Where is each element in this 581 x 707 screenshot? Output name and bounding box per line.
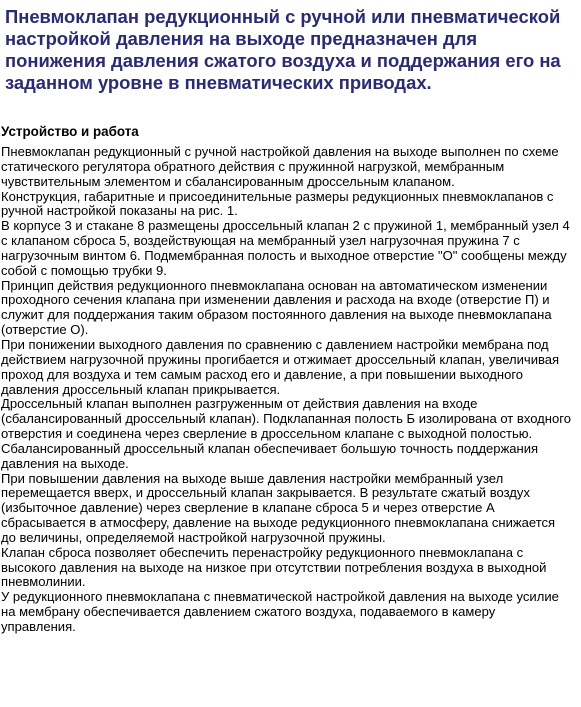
- document-page: [5, 6, 575, 94]
- section-title: Устройство и работа: [1, 124, 139, 139]
- paragraph: При понижении выходного давления по сравнению с давлением настройки мембрана под действием нагрузочной пружины прогибается и отжимает дроссельный клапан, увеличивая проход для воздуха и тем самым расход его и давление, а при повышении выходного давления дроссельный клапан прикрывается.: [1, 336, 560, 397]
- paragraph: Клапан сброса позволяет обеспечить перенастройку редукционного пневмоклапана с высокого давления на выходе на низкое при отсутствии потребления воздуха в выходной пневмолинии.: [1, 544, 547, 590]
- paragraph: Пневмоклапан редукционный с ручной настройкой давления на выходе выполнен по схеме статического регулятора обратного действия с пружинной нагрузкой, мембранным чувствительным элементом и сбалансированным дроссельным клапаном.: [1, 144, 559, 189]
- body-text: [1, 145, 573, 635]
- paragraph: Дроссельный клапан выполнен разгруженным от действия давления на входе (сбалансированный дроссельный клапан). Подклапанная полость Б изолирована от входного отверстия и соединена через сверление в дроссельном клапане с выходной полостью. Сбалансированный дроссельный клапан обеспечивает большую точность поддержания давления на выходе.: [1, 396, 571, 471]
- paragraph: В корпусе 3 и стакане 8 размещены дроссельный клапан 2 с пружиной 1, мембранный узел 4 с клапаном сброса 5, воздействующая на мембранный узел нагрузочная пружина 7 с нагрузочным винтом 6. Подмембранная полость и выходное отверстие "О" сообщены между собой с помощью трубки 9.: [1, 218, 570, 278]
- paragraph: Конструкция, габаритные и присоединительные размеры редукционных пневмоклапанов с ручной настройкой показаны на рис. 1.: [1, 188, 554, 219]
- page-heading: Пневмоклапан редукционный с ручной или пневматической настройкой давления на выходе предназначен для понижения давления сжатого воздуха и поддержания его на заданном уровне в пневматических приводах.: [5, 6, 561, 93]
- paragraph: Принцип действия редукционного пневмоклапана основан на автоматическом изменении проходного сечения клапана при изменении давления и расхода на входе (отверстие П) и служит для поддержания таким образом постоянного давления на выходе пневмоклапана (отверстие О).: [1, 277, 552, 338]
- paragraph: При повышении давления на выходе выше давления настройки мембранный узел перемещается вверх, и дроссельный клапан закрывается. В результате сжатый воздух (избыточное давление) через сверление в клапане сброса 5 и через отверстие А сбрасывается в атмосферу, давление на выходе редукционного пневмоклапана снижается до величины, определяемой настройкой нагрузочной пружины.: [1, 470, 556, 545]
- paragraph: У редукционного пневмоклапана с пневматической настройкой давления на выходе усилие на мембрану обеспечивается давлением сжатого воздуха, подаваемого в камеру управления.: [1, 589, 559, 634]
